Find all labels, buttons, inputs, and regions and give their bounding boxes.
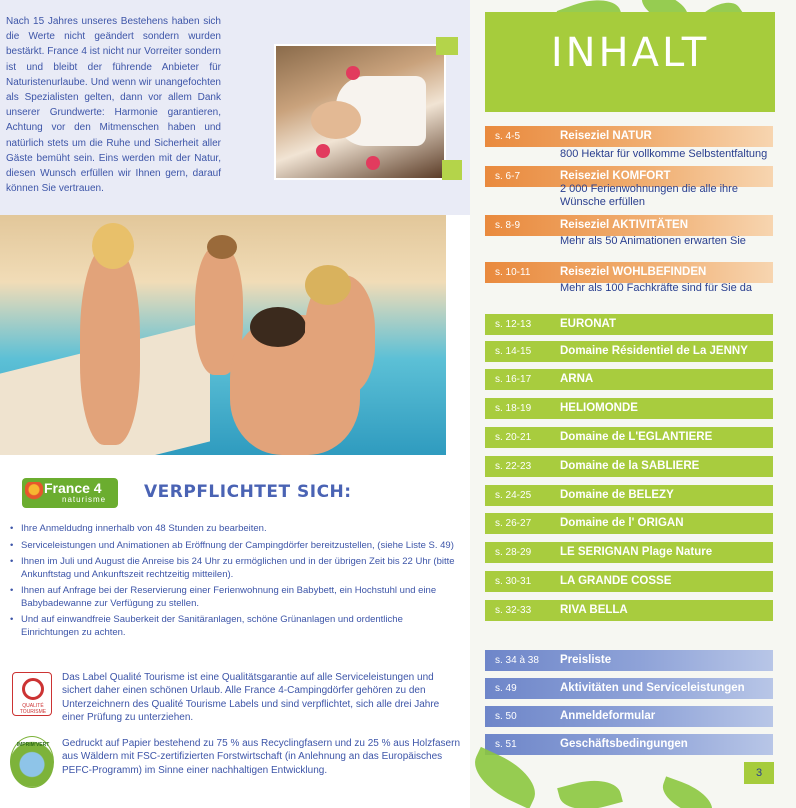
toc-label: Anmeldeformular bbox=[560, 710, 656, 722]
toc-subtitle: 800 Hektar für vollkomme Selbstentfaltung bbox=[560, 148, 768, 160]
toc-label: HELIOMONDE bbox=[560, 402, 638, 414]
toc-page-range: s. 20-21 bbox=[495, 432, 532, 443]
toc-row bbox=[485, 427, 773, 448]
toc-row bbox=[485, 650, 773, 671]
list-item: • Ihnen im Juli und August die Anreise bis 24 Uhr zu ermöglichen und in der übrigen Zeit bis 22 Uhr (bitte Ankunftstag und Ankunftszeit rechtzeitig mitteilen). bbox=[10, 556, 460, 581]
decor-square bbox=[436, 37, 458, 55]
flower-icon bbox=[346, 66, 360, 80]
toc-row bbox=[485, 456, 773, 477]
qualite-ring-icon bbox=[22, 678, 44, 700]
toc-label: Preisliste bbox=[560, 654, 612, 666]
toc-row bbox=[485, 542, 773, 563]
spa-photo bbox=[274, 44, 446, 180]
commitment-list bbox=[10, 523, 460, 643]
intro-text: Nach 15 Jahres unseres Bestehens haben sich die Werte nicht geändert sondern wurden bestärkt. France 4 ist nicht nur Vorreiter sondern ist und bleibt der führende Anbieter für Naturistenurlaube. Und wenn wir unangefochten als Spezialisten gelten, dann vor allem Dank unserer Grundwerte: Harmonie garantieren, Achtung vor den Mitmenschen haben und natürlich stets um die Ruhe und Sicherheit aller Gäste bemüht sein. Eins werden mit der Natur, diesen Wunsch erfüllen wir Ihnen gern, darauf können Sie vertrauen. bbox=[6, 16, 221, 195]
toc-label: Domaine de l' ORIGAN bbox=[560, 517, 684, 529]
toc-page-range: s. 34 à 38 bbox=[495, 655, 539, 666]
france4-logo bbox=[22, 478, 118, 508]
toc-page-range: s. 6-7 bbox=[495, 171, 521, 182]
toc-page-range: s. 16-17 bbox=[495, 374, 532, 385]
toc-page-range: s. 10-11 bbox=[495, 267, 531, 278]
toc-page-range: s. 22-23 bbox=[495, 461, 532, 472]
commitment-title: VERPFLICHTET SICH: bbox=[144, 482, 352, 502]
list-item: • Ihre Anmeldudng innerhalb von 48 Stunden zu bearbeiten. bbox=[10, 523, 460, 536]
toc-label: Domaine de la SABLIERE bbox=[560, 460, 700, 472]
toc-page-range: s. 18-19 bbox=[495, 403, 532, 414]
toc-label: ARNA bbox=[560, 373, 594, 385]
toc-row bbox=[485, 314, 773, 335]
toc-page-range: s. 14-15 bbox=[495, 346, 532, 357]
toc-row bbox=[485, 126, 773, 147]
toc-page-range: s. 28-29 bbox=[495, 547, 532, 558]
toc-label: LA GRANDE COSSE bbox=[560, 575, 672, 587]
toc-row bbox=[485, 485, 773, 506]
toc-page-range: s. 32-33 bbox=[495, 605, 532, 616]
toc-row bbox=[485, 571, 773, 592]
pool-photo bbox=[0, 215, 446, 455]
list-item: • Und auf einwandfreie Sauberkeit der Sanitäranlagen, schöne Grünanlagen und ordentliche Einrichtungen zu achten. bbox=[10, 614, 460, 639]
toc-label: LE SERIGNAN Plage Nature bbox=[560, 546, 713, 558]
toc-label: Aktivitäten und Serviceleistungen bbox=[560, 682, 745, 694]
flower-icon bbox=[316, 144, 330, 158]
toc-row bbox=[485, 341, 773, 362]
toc-page-range: s. 24-25 bbox=[495, 490, 532, 501]
toc-row bbox=[485, 215, 773, 236]
list-item: • Serviceleistungen und Animationen ab Eröffnung der Campingdörfer bereitzustellen, (siehe Liste S. 49) bbox=[10, 540, 460, 553]
hair-shape bbox=[250, 307, 306, 347]
decor-square bbox=[442, 160, 462, 180]
page-number: 3 bbox=[744, 762, 774, 784]
toc-page-range: s. 50 bbox=[495, 711, 517, 722]
toc-page-range: s. 26-27 bbox=[495, 518, 532, 529]
toc-page-range: s. 30-31 bbox=[495, 576, 532, 587]
flower-icon bbox=[25, 482, 43, 504]
toc-label: RIVA BELLA bbox=[560, 604, 628, 616]
toc-subtitle: Mehr als 100 Fachkräfte sind für Sie da bbox=[560, 282, 752, 294]
toc-label: Reiseziel WOHLBEFINDEN bbox=[560, 266, 707, 278]
contents-title: INHALT bbox=[550, 30, 710, 76]
toc-row bbox=[485, 398, 773, 419]
toc-label: Reiseziel KOMFORT bbox=[560, 170, 671, 182]
toc-page-range: s. 4-5 bbox=[495, 131, 521, 142]
toc-label: Domaine Résidentiel de La JENNY bbox=[560, 345, 748, 357]
toc-page-range: s. 8-9 bbox=[495, 220, 521, 231]
toc-row bbox=[485, 513, 773, 534]
child-figure bbox=[80, 245, 140, 445]
print-text: Gedruckt auf Papier bestehend zu 75 % aus Recyclingfasern und zu 25 % aus Holzfasern aus Wäldern mit FSC-zertifizierten Forstwirtschaft (in Anlehnung an das Europäisches PEFC-Programm) im Sinne einer nachhaltigen Entwicklung. bbox=[62, 738, 461, 776]
toc-label: Domaine de BELEZY bbox=[560, 489, 674, 501]
flower-icon bbox=[366, 156, 380, 170]
toc-label: Reiseziel AKTIVITÄTEN bbox=[560, 219, 689, 231]
toc-page-range: s. 49 bbox=[495, 683, 517, 694]
toc-row bbox=[485, 734, 773, 755]
toc-page-range: s. 12-13 bbox=[495, 319, 532, 330]
toc-row bbox=[485, 600, 773, 621]
toc-label: Geschäftsbedingungen bbox=[560, 738, 688, 750]
toc-label: EURONAT bbox=[560, 318, 617, 330]
toc-label: Reiseziel NATUR bbox=[560, 130, 652, 142]
imprim-vert-logo bbox=[10, 736, 54, 788]
toc-page-range: s. 51 bbox=[495, 739, 517, 750]
hair-shape bbox=[92, 223, 134, 269]
toc-row bbox=[485, 678, 773, 699]
hair-shape bbox=[207, 235, 237, 259]
toc-label: Domaine de L'EGLANTIERE bbox=[560, 431, 713, 443]
hair-shape bbox=[305, 265, 351, 305]
toc-subtitle: 2 000 Ferienwohnungen die alle ihre Wünsche erfüllen bbox=[560, 183, 738, 208]
logo-sub: naturisme bbox=[62, 495, 107, 504]
imprim-logo-text: IMPRIM'VERT bbox=[16, 742, 50, 748]
toc-row bbox=[485, 706, 773, 727]
toc-row bbox=[485, 369, 773, 390]
quality-text: Das Label Qualité Tourisme ist eine Qualitätsgarantie auf alle Serviceleistungen und sichert daher einen schönen Urlaub. Alle France 4-Campingdörfer gehören zu den Unterzeichnern des Qualité Tourisme Labels und sind verpflichtet, sich alle drei Jahre einer Prüfung zu unterziehen. bbox=[62, 672, 440, 723]
toc-subtitle: Mehr als 50 Animationen erwarten Sie bbox=[560, 235, 746, 247]
qualite-tourisme-logo bbox=[12, 672, 52, 716]
qualite-logo-text: QUALITÉ TOURISME bbox=[19, 703, 47, 715]
list-item: • Ihnen auf Anfrage bei der Reservierung einer Ferienwohnung ein Babybett, ein Hochstuhl und eine Babybadewanne zur Verfügung zu stellen. bbox=[10, 585, 460, 610]
face-shape bbox=[311, 101, 361, 139]
toc-row bbox=[485, 262, 773, 283]
logo-name: France 4 bbox=[44, 480, 102, 496]
